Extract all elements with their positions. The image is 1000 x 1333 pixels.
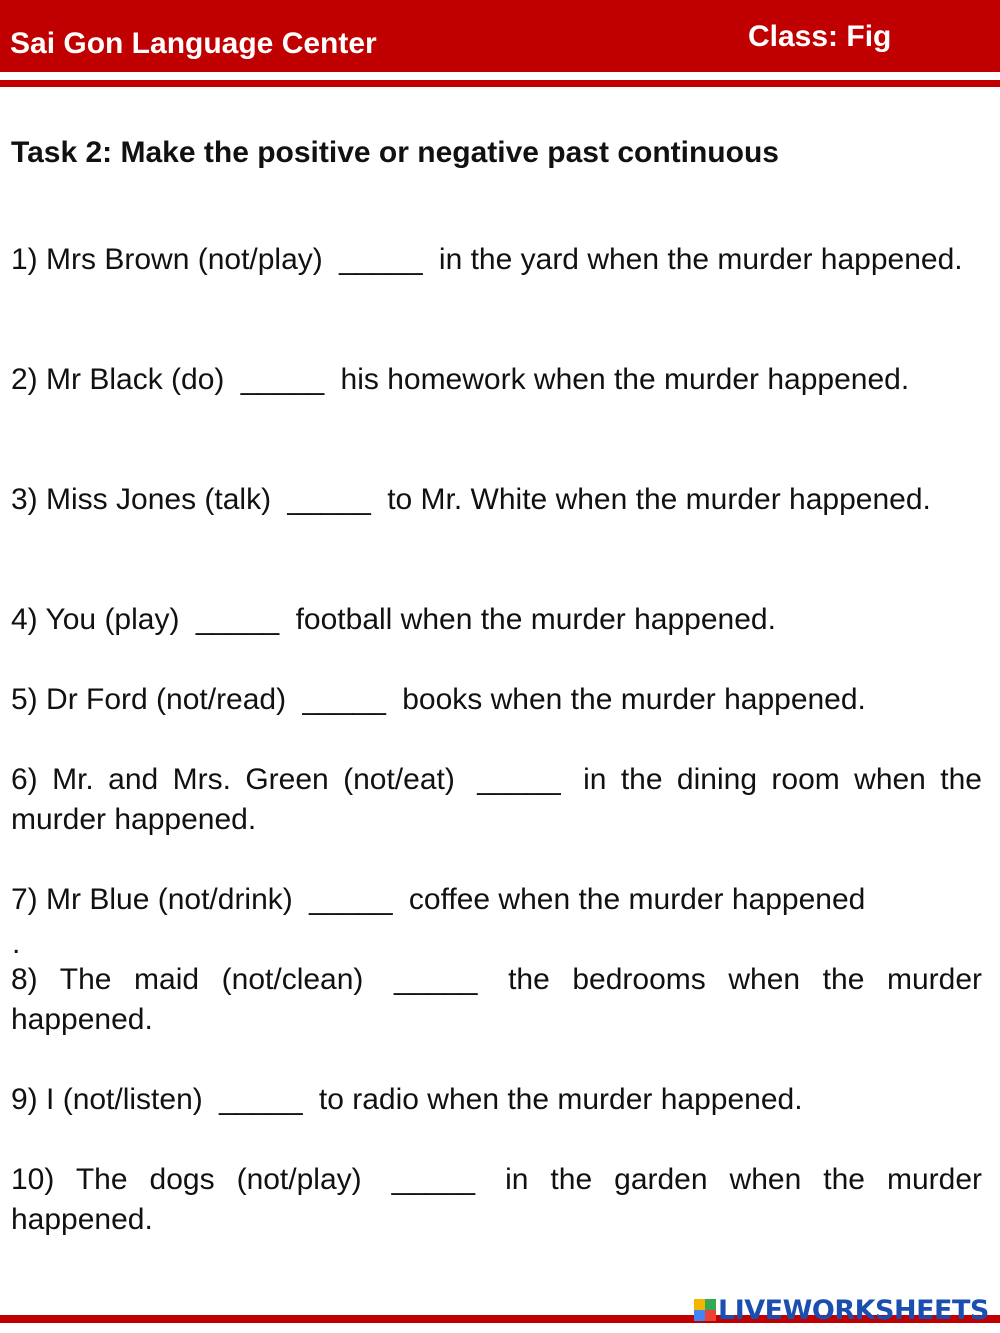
question-rest: in the dining room when the murder happened. (11, 763, 982, 836)
answer-blank[interactable]: _____ (302, 683, 386, 716)
question-subject: The maid (not/clean) (59, 963, 364, 996)
question-subject: Miss Jones (talk) (46, 483, 272, 516)
question-item (11, 240, 982, 280)
question-item (11, 360, 982, 400)
question-number: 10) (11, 1163, 55, 1196)
question-subject: Mrs Brown (not/play) (46, 243, 323, 276)
question-number: 6) (11, 763, 38, 796)
answer-blank[interactable]: _____ (394, 963, 478, 996)
question-subject: The dogs (not/play) (75, 1163, 362, 1196)
question-number: 2) (11, 363, 38, 396)
question-subject: Mr. and Mrs. Green (not/eat) (52, 763, 455, 796)
question-rest: to Mr. White when the murder happened. (387, 483, 931, 516)
question-number: 9) (11, 1083, 38, 1116)
question-number: 5) (11, 683, 38, 716)
answer-blank[interactable]: _____ (339, 243, 423, 276)
liveworksheets-logo (694, 1293, 989, 1327)
question-rest: in the yard when the murder happened. (438, 243, 963, 276)
question-subject: You (play) (45, 603, 180, 636)
answer-blank[interactable]: _____ (477, 763, 561, 796)
question-item (11, 480, 982, 520)
answer-blank[interactable]: _____ (391, 1163, 476, 1196)
question-item (11, 960, 982, 1040)
question-item (11, 880, 982, 920)
liveworksheets-logo-text: LIVEWORKSHEETS (718, 1294, 989, 1326)
question-subject: Mr Black (do) (46, 363, 225, 396)
task-title: Task 2: Make the positive or negative past continuous (11, 136, 779, 169)
question-rest: in the garden when the murder happened. (11, 1163, 982, 1236)
question-rest: books when the murder happened. (402, 683, 866, 716)
question-rest: his homework when the murder happened. (340, 363, 910, 396)
question-rest: football when the murder happened. (295, 603, 776, 636)
question-number: 3) (11, 483, 38, 516)
question-number: 4) (11, 603, 38, 636)
question-item (11, 1160, 982, 1240)
answer-blank[interactable]: _____ (195, 603, 280, 636)
question-subject: Dr Ford (not/read) (46, 683, 287, 716)
stray-period: . (12, 927, 21, 960)
question-number: 8) (11, 963, 38, 996)
question-subject: Mr Blue (not/drink) (46, 883, 293, 916)
answer-blank[interactable]: _____ (309, 883, 393, 916)
question-rest: to radio when the murder happened. (318, 1083, 803, 1116)
question-item (11, 1080, 982, 1120)
answer-blank[interactable]: _____ (287, 483, 371, 516)
liveworksheets-logo-icon (694, 1299, 716, 1321)
question-number: 1) (11, 243, 38, 276)
question-rest: the bedrooms when the murder happened. (11, 963, 982, 1036)
center-name: Sai Gon Language Center (10, 27, 377, 60)
answer-blank[interactable]: _____ (219, 1083, 303, 1116)
class-label: Class: Fig (748, 20, 892, 53)
question-item (11, 680, 982, 720)
question-subject: I (not/listen) (46, 1083, 203, 1116)
question-number: 7) (11, 883, 38, 916)
question-rest: coffee when the murder happened (408, 883, 866, 916)
answer-blank[interactable]: _____ (240, 363, 325, 396)
question-item (11, 760, 982, 840)
question-item (11, 600, 982, 640)
header-divider (0, 80, 1000, 87)
